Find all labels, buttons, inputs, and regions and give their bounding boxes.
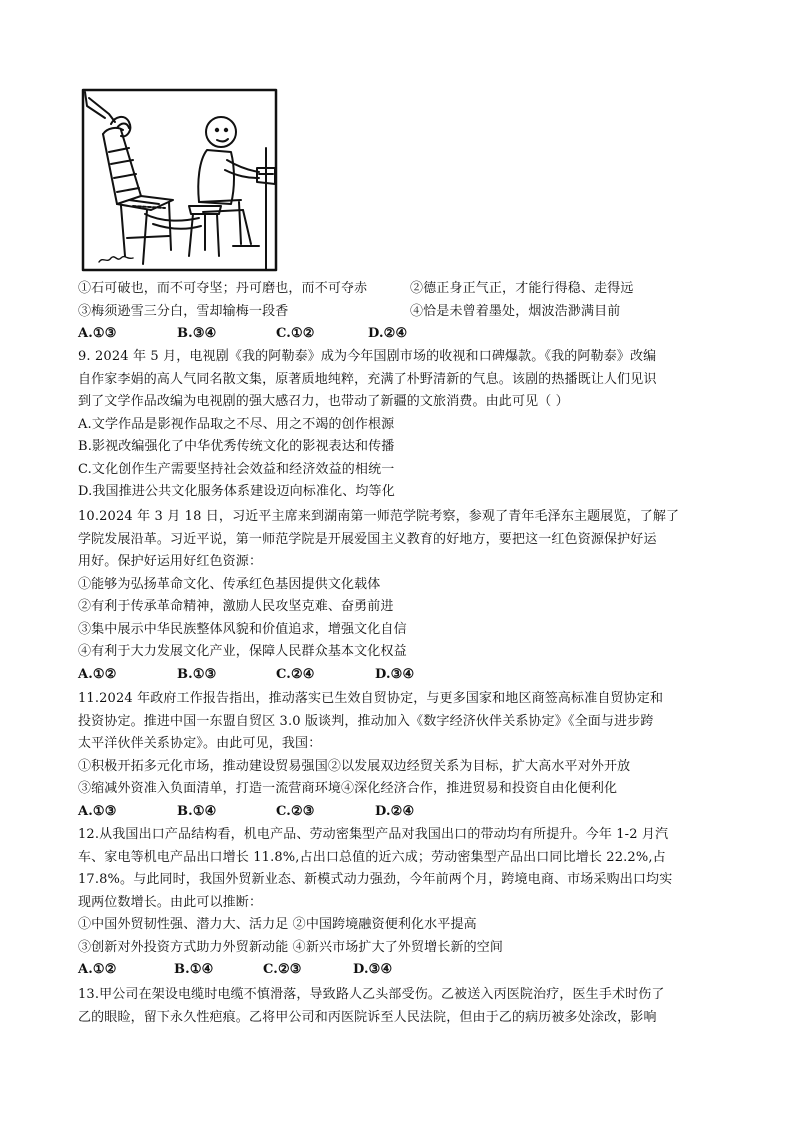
q12-stem-line: 17.8%。与此同时，我国外贸新业态、新模式动力强劲，今年前两个月，跨境电商、市场采购出口均实 — [78, 872, 673, 887]
question-10 — [78, 506, 718, 686]
q12-choices — [78, 959, 718, 982]
question-8 — [78, 278, 718, 346]
choice-c[interactable]: C.②③ — [276, 803, 315, 819]
choice-a[interactable]: A.①② — [78, 962, 117, 977]
question-9 — [78, 346, 718, 504]
q13-stem-line: 乙的眼睑，留下永久性疤痕。乙将甲公司和丙医院诉至人民法院，但由于乙的病历被多处涂改，影响 — [78, 1009, 657, 1025]
q9-option-c[interactable]: C.文化创作生产需要坚持社会效益和经济效益的相统一 — [78, 461, 395, 477]
q8-option-1: ①石可破也，而不可夺坚；丹可磨也，而不可夺赤 — [78, 281, 368, 296]
q11-stem-line: 投资协定。推进中国一东盟自贸区 3.0 版谈判，推动加入《数字经济伙伴关系协定》《全面与进步跨 — [78, 713, 654, 729]
q12-item: ①中国外贸韧性强、潜力大、活力足 ②中国跨境融资便利化水平提高 — [78, 917, 477, 932]
choice-d[interactable]: D.②④ — [375, 803, 415, 819]
q11-stem-line: 11.2024 年政府工作报告指出，推动落实已生效自贸协定，与更多国家和地区商签高标准自贸协定和 — [78, 691, 664, 706]
person-icon — [198, 117, 259, 246]
choice-b[interactable]: B.③④ — [177, 326, 217, 341]
question-12 — [78, 824, 718, 982]
q8-choices — [78, 323, 718, 346]
choice-a[interactable]: A.①② — [78, 666, 117, 682]
question-11 — [78, 688, 718, 823]
q9-stem-line: 9. 2024 年 5 月，电视剧《我的阿勒泰》成为今年国剧市场的收视和口碑爆款。《我的阿勒泰》改编 — [78, 349, 657, 364]
choice-c[interactable]: C.②③ — [263, 962, 302, 977]
q10-stem-line: 学院发展沿革。习近平说，第一师范学院是开展爱国主义教育的好地方，要把这一红色资源保护好运 — [78, 531, 657, 547]
choice-c[interactable]: C.②④ — [276, 666, 315, 682]
q12-stem-line: 车、家电等机电产品出口增长 11.8%,占出口总值的近六成；劳动密集型产品出口同比增长 22.2%,占 — [78, 849, 666, 865]
q8-row-1 — [78, 278, 718, 301]
choice-d[interactable]: D.②④ — [368, 326, 408, 341]
q9-option-b[interactable]: B.影视改编强化了中华优秀传统文化的影视表达和传播 — [78, 439, 395, 454]
question-13 — [78, 984, 718, 1029]
choice-c[interactable]: C.①② — [276, 326, 315, 341]
q10-item: ①能够为弘扬革命文化、传承红色基因提供文化载体 — [78, 576, 381, 592]
q10-item: ②有利于传承革命精神，激励人民攻坚克难、奋勇前进 — [78, 599, 394, 614]
q9-option-d[interactable]: D.我国推进公共文化服务体系建设迈向标准化、均等化 — [78, 484, 395, 499]
q10-item: ④有利于大力发展文化产业，保障人民群众基本文化权益 — [78, 644, 407, 659]
q9-stem-line: 到了文学作品改编为电视剧的强大感召力，也带动了新疆的文旅消费。由此可见（ ） — [78, 394, 569, 409]
cartoon-illustration — [81, 88, 279, 274]
signature — [99, 257, 133, 262]
q8-option-4: ④恰是未曾着墨处，烟波浩渺满目前 — [410, 303, 621, 319]
q11-item: ③缩减外资准入负面清单，打造一流营商环境④深化经济合作，推进贸易和投资自由化便利化 — [78, 781, 618, 796]
q11-stem-line: 太平洋伙伴关系协定》。由此可见，我国： — [78, 736, 322, 751]
chair-icon — [85, 92, 201, 264]
choice-b[interactable]: B.①④ — [174, 962, 214, 977]
q9-stem-line: 自作家李娟的高人气同名散文集，原著质地纯粹，充满了朴野清新的气息。该剧的热播既让人们见识 — [78, 371, 657, 387]
q12-stem-line: 现两位数增长。由此可以推断： — [78, 894, 263, 910]
q9-option-a[interactable]: A.文学作品是影视作品取之不尽、用之不竭的创作根源 — [78, 416, 395, 432]
q10-stem-line: 10.2024 年 3 月 18 日，习近平主席来到湖南第一师范学院考察，参观了青年毛泽东主题展览，了解了 — [78, 509, 680, 524]
choice-d[interactable]: D.③④ — [353, 962, 393, 977]
q8-option-3: ③梅须逊雪三分白，雪却输梅一段香 — [78, 303, 289, 319]
q11-choices — [78, 801, 718, 824]
q8-row-2 — [78, 301, 718, 324]
q10-item: ③集中展示中华民族整体风貌和价值追求，增强文化自信 — [78, 621, 407, 637]
choice-d[interactable]: D.③④ — [375, 666, 415, 682]
q8-option-2: ②德正身正气正，才能行得稳、走得远 — [410, 281, 634, 296]
typewriter-icon — [257, 148, 275, 270]
q13-stem-line: 13.甲公司在架设电缆时电缆不慎滑落，导致路人乙头部受伤。乙被送入丙医院治疗，医生手术时伤了 — [78, 987, 665, 1002]
q10-choices — [78, 664, 718, 687]
q12-stem-line: 12.从我国出口产品结构看，机电产品、劳动密集型产品对我国出口的带动均有所提升。今年 1-2 月汽 — [78, 827, 669, 842]
q10-stem-line: 用好。保护好运用好红色资源： — [78, 554, 263, 569]
choice-b[interactable]: B.①④ — [177, 803, 217, 819]
choice-a[interactable]: A.①③ — [78, 803, 117, 819]
choice-a[interactable]: A.①③ — [78, 326, 117, 341]
choice-b[interactable]: B.①③ — [177, 666, 217, 682]
stool-icon — [189, 206, 221, 256]
q12-item: ③创新对外投资方式助力外贸新动能 ④新兴市场扩大了外贸增长新的空间 — [78, 939, 504, 955]
q11-item: ①积极开拓多元化市场，推动建设贸易强国②以发展双边经贸关系为目标，扩大高水平对外开放 — [78, 758, 631, 774]
